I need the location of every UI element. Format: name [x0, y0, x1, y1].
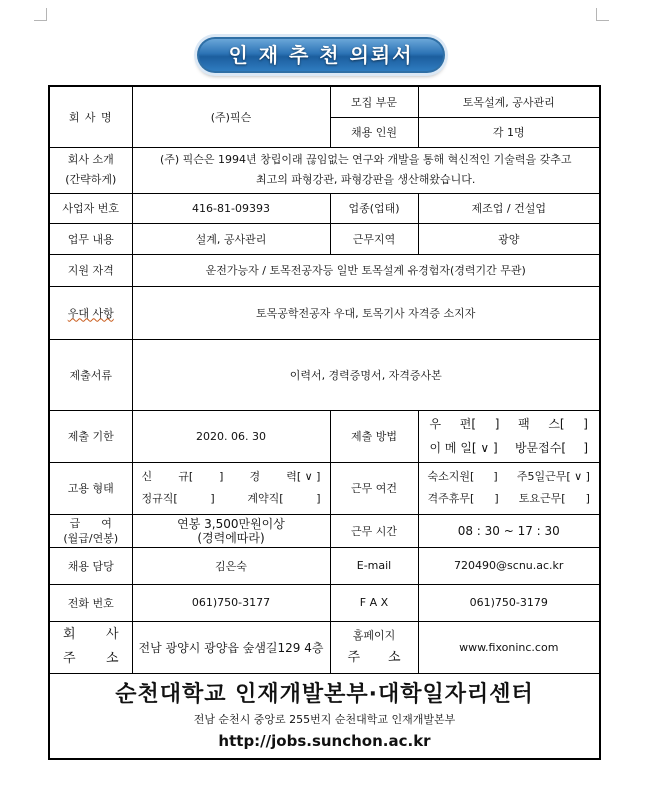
employment-permanent-b: ] [210, 492, 215, 505]
deadline-value: 2020. 06. 30 [132, 410, 330, 462]
referral-form-table [48, 85, 601, 760]
location-value: 광양 [418, 223, 600, 254]
employment-value [132, 462, 330, 514]
method-mail-a: 우 [429, 417, 442, 431]
intro-line1: (주) 픽슨은 1994년 창립이래 끊임없는 연구와 개발을 통해 혁신적인 기술력을 갖추고 [159, 153, 572, 166]
employment-contract-a: 계약직[ [247, 492, 284, 505]
label-deadline: 제출 기한 [49, 410, 132, 462]
row-biz-no [49, 193, 600, 223]
row-address [49, 621, 600, 673]
conditions-housing-a: 숙소지원[ [427, 470, 475, 483]
conditions-alt-week-a: 격주휴무[ [427, 492, 475, 505]
label-phone: 전화 번호 [49, 584, 132, 621]
label-documents: 제출서류 [49, 339, 132, 410]
method-visit-a: 방문접수[ [514, 441, 567, 455]
employment-contract-b: ] [316, 492, 321, 505]
employment-row1 [136, 466, 327, 488]
method-email: 이 메 일[ ∨ ] [429, 441, 498, 455]
label-hours: 근무 시간 [330, 514, 418, 547]
headcount-value: 각 1명 [418, 117, 600, 147]
documents-value: 이력서, 경력증명서, 자격증사본 [132, 339, 600, 410]
page-corner-mark-left [34, 8, 47, 21]
label-contact: 채용 담당 [49, 547, 132, 584]
conditions-housing-b: ] [493, 470, 498, 483]
label-salary-line2: (월급/연봉) [63, 531, 119, 545]
phone-value: 061)750-3177 [132, 584, 330, 621]
label-recruit-dept: 모집 부문 [330, 86, 418, 117]
hours-value: 08 : 30 ~ 17 : 30 [418, 514, 600, 547]
page-corner-mark-right [596, 8, 609, 21]
salary-line2: (경력에따라) [197, 530, 265, 545]
label-preference [49, 286, 132, 339]
label-biz-no: 사업자 번호 [49, 193, 132, 223]
email-value: 720490@scnu.ac.kr [418, 547, 600, 584]
label-address [49, 621, 132, 673]
contact-value: 김은숙 [132, 547, 330, 584]
label-address-char4: 소 [105, 651, 119, 666]
label-homepage-char2: 소 [387, 650, 401, 665]
fax-value: 061)750-3179 [418, 584, 600, 621]
label-headcount: 채용 인원 [330, 117, 418, 147]
row-work [49, 223, 600, 254]
label-intro-line2: (간략하게) [65, 173, 117, 186]
label-conditions: 근무 여건 [330, 462, 418, 514]
conditions-value [418, 462, 600, 514]
recruit-dept-value: 토목설계, 공사관리 [418, 86, 600, 117]
label-address-line2 [53, 647, 129, 671]
conditions-saturday-b: ] [585, 492, 590, 505]
employment-new-a: 신 [141, 470, 153, 483]
label-intro-line1: 회사 소개 [67, 153, 114, 166]
employment-row2 [136, 488, 327, 510]
homepage-value[interactable]: www.fixoninc.com [418, 621, 600, 673]
form-title: 인 재 추 천 의뢰서 [199, 39, 443, 71]
label-employment-type: 고용 형태 [49, 462, 132, 514]
row-contact [49, 547, 600, 584]
row-qualification [49, 254, 600, 286]
row-company-dept [49, 86, 600, 117]
employment-new-c: ] [219, 470, 224, 483]
biz-no-value: 416-81-09393 [132, 193, 330, 223]
label-company-name: 회 사 명 [49, 86, 132, 147]
preference-value: 토목공학전공자 우대, 토목기사 자격증 소지자 [132, 286, 600, 339]
salary-value [132, 514, 330, 547]
method-mail-b: 편[ [459, 417, 477, 431]
label-location: 근무지역 [330, 223, 418, 254]
label-salary [49, 514, 132, 547]
employment-permanent-a: 정규직[ [141, 492, 178, 505]
label-address-char2: 사 [105, 627, 119, 642]
label-preference-text: 우대 사항 [67, 306, 114, 320]
footer-url[interactable]: http://jobs.sunchon.ac.kr [218, 731, 431, 750]
title-banner [197, 37, 445, 73]
method-row1 [422, 412, 597, 436]
label-homepage-line2 [334, 647, 415, 669]
salary-line1: 연봉 3,500만원이상 [177, 516, 285, 531]
conditions-row1 [422, 466, 597, 488]
method-visit-b: ] [583, 441, 588, 455]
conditions-row2 [422, 488, 597, 510]
method-fax-c: ] [583, 417, 588, 431]
label-address-char3: 주 [63, 651, 76, 666]
row-preference [49, 286, 600, 339]
label-homepage-char1: 주 [347, 650, 361, 665]
label-method: 제출 방법 [330, 410, 418, 462]
label-intro [49, 147, 132, 193]
method-mail-c: ] [494, 417, 500, 431]
row-intro [49, 147, 600, 193]
method-row2 [422, 436, 597, 460]
row-footer [49, 673, 600, 759]
method-value [418, 410, 600, 462]
label-salary-line1: 급 여 [69, 516, 112, 530]
employment-career-a: 경 [249, 470, 261, 483]
row-deadline [49, 410, 600, 462]
row-salary [49, 514, 600, 547]
label-fax: F A X [330, 584, 418, 621]
conditions-5day: 주5일근무[ ∨ ] [516, 470, 590, 483]
footer-cell [49, 673, 600, 759]
footer-org: 순천대학교 인재개발본부·대학일자리센터 [115, 681, 534, 707]
footer-address: 전남 순천시 중앙로 255번지 순천대학교 인재개발본부 [193, 712, 456, 726]
work-value: 설계, 공사관리 [132, 223, 330, 254]
method-fax-b: 스[ [548, 417, 565, 431]
row-documents [49, 339, 600, 410]
row-phone [49, 584, 600, 621]
employment-career-b: 력[ ∨ ] [286, 470, 321, 483]
method-fax-a: 팩 [518, 417, 530, 431]
label-homepage [330, 621, 418, 673]
label-industry: 업종(업태) [330, 193, 418, 223]
qualification-value: 운전가능자 / 토목전공자등 일반 토목설계 유경험자(경력기간 무관) [132, 254, 600, 286]
label-address-line1 [53, 623, 129, 647]
intro-line2: 최고의 파형강관, 파형강판을 생산해왔습니다. [256, 173, 476, 186]
row-employment [49, 462, 600, 514]
address-value: 전남 광양시 광양읍 숲샘길129 4층 [132, 621, 330, 673]
label-email: E-mail [330, 547, 418, 584]
conditions-saturday-a: 토요근무[ [518, 492, 566, 505]
employment-new-b: 규[ [178, 470, 194, 483]
label-homepage-line1: 홈페이지 [352, 629, 396, 642]
label-address-char1: 회 [63, 627, 76, 642]
label-work: 업무 내용 [49, 223, 132, 254]
industry-value: 제조업 / 건설업 [418, 193, 600, 223]
label-qualification: 지원 자격 [49, 254, 132, 286]
conditions-alt-week-b: ] [494, 492, 499, 505]
company-name-value: (주)픽슨 [132, 86, 330, 147]
intro-value [132, 147, 600, 193]
